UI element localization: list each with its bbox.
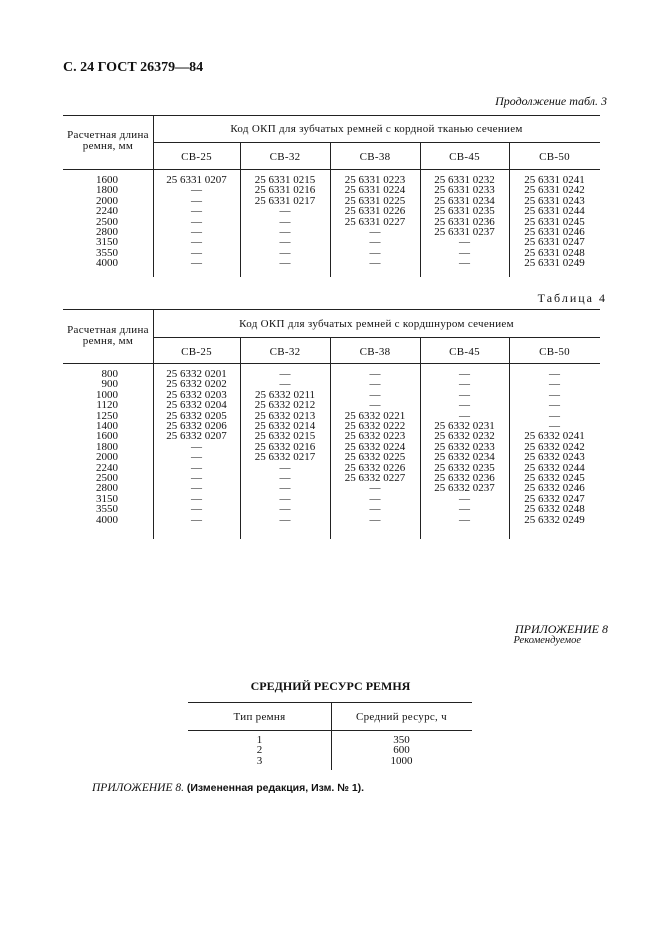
table3-length-cell: 4000	[96, 257, 118, 270]
table3-col-header: СВ-45	[449, 151, 480, 163]
table4-code-cell: 25 6332 0245	[524, 472, 585, 484]
table4-length-cell: 800	[101, 368, 118, 380]
table4-code-cell: —	[279, 472, 291, 484]
table4-code-cell: —	[279, 513, 291, 526]
table3-code-cell: 25 6331 0215	[254, 174, 316, 186]
table3-length-cell: 3550	[96, 246, 118, 259]
table4-code-cell: —	[549, 420, 560, 432]
table3-col-header: СВ-50	[539, 151, 570, 163]
resource-value-cell: 600	[393, 744, 410, 757]
table4-length-cell: 900	[101, 378, 118, 391]
table4-code-cell: —	[459, 378, 470, 391]
table3-col-header: СВ-25	[181, 151, 212, 163]
table4-col-header: СВ-45	[449, 346, 480, 358]
table4-length-cell: 1000	[96, 388, 118, 401]
resource-col2-header: Средний ресурс, ч	[356, 711, 447, 723]
table4-code-cell: —	[191, 503, 202, 516]
table3-code-cell: 25 6331 0241	[524, 174, 585, 186]
table4-code-cell: —	[191, 461, 202, 474]
table4-code-cell: 25 6332 0248	[524, 503, 585, 516]
table4-length-cell: 1800	[96, 440, 118, 453]
table3-code-cell: 25 6331 0243	[524, 194, 585, 207]
table4-col-header: СВ-32	[269, 346, 301, 358]
table3-col0-header: Расчетная длина ремня, мм	[67, 129, 149, 152]
table4-length-cell: 2500	[96, 472, 118, 484]
table3-code-cell: 25 6331 0223	[344, 174, 406, 186]
table4-length-cell: 1400	[96, 420, 118, 432]
table4-code-cell: —	[369, 503, 381, 516]
table4-code-cell: —	[369, 513, 381, 526]
table4-code-cell: —	[549, 388, 560, 401]
table4-code-cell: 25 6332 0203	[166, 388, 227, 401]
table4-code-cell: —	[549, 399, 560, 412]
table4-code-cell: 25 6332 0226	[344, 461, 406, 474]
table4-code-cell: —	[459, 492, 470, 505]
table4-col-header: СВ-25	[181, 346, 212, 358]
appendix-sub: Рекомендуемое	[513, 635, 581, 646]
table3-code-cell: 25 6331 0226	[344, 205, 406, 218]
table3-code-cell: —	[191, 205, 202, 218]
table4-code-cell: —	[191, 472, 202, 484]
table4-length-cell: 1120	[96, 399, 118, 412]
table4-code-cell: 25 6332 0225	[344, 451, 406, 464]
resource-type-cell: 3	[256, 754, 263, 767]
resource-value-cell: 1000	[390, 754, 413, 767]
table3-code-cell: —	[369, 257, 381, 270]
table4-code-cell: 25 6332 0211	[254, 388, 316, 401]
table4-code-cell: 25 6332 0201	[166, 368, 227, 380]
table3-code-cell: 25 6331 0225	[344, 194, 406, 207]
table3-length-cell: 2800	[96, 226, 118, 238]
table3-code-cell: 25 6331 0207	[166, 174, 227, 186]
table4-code-cell: —	[459, 399, 470, 412]
table3-code-cell: 25 6331 0224	[344, 184, 406, 197]
table3-group-header: Код ОКП для зубчатых ремней с кордной тканью сечением	[230, 123, 523, 135]
table4-code-cell: —	[459, 388, 470, 401]
table4-code-cell: —	[459, 409, 470, 422]
table3-code-cell: 25 6331 0246	[524, 226, 585, 238]
appendix-title: СРЕДНИЙ РЕСУРС РЕМНЯ	[250, 679, 411, 693]
table-4-caption: Таблица 4	[537, 291, 607, 305]
table3-code-cell: —	[369, 226, 381, 238]
table4-code-cell: —	[191, 440, 202, 453]
table3-code-cell: —	[191, 226, 202, 238]
table4-code-cell: —	[369, 482, 381, 495]
table3-length-cell: 1800	[96, 184, 118, 197]
table4-code-cell: 25 6332 0233	[434, 440, 495, 453]
table4-code-cell: —	[369, 378, 381, 391]
table4-code-cell: 25 6332 0206	[166, 420, 227, 432]
table3-code-cell: —	[279, 226, 291, 238]
table4-code-cell: —	[549, 368, 560, 380]
table4-code-cell: 25 6332 0215	[254, 430, 316, 443]
table3-length-cell: 2500	[96, 215, 118, 228]
table3-code-cell: —	[191, 236, 202, 249]
resource-col1-header: Тип ремня	[233, 711, 286, 723]
table3-code-cell: —	[191, 184, 202, 197]
table3-code-cell: —	[191, 257, 202, 270]
table3-code-cell: 25 6331 0232	[434, 174, 495, 186]
table3-code-cell: —	[279, 215, 291, 228]
table4-code-cell: 25 6332 0232	[434, 430, 495, 443]
table3-length-cell: 2000	[96, 194, 118, 207]
table4-code-cell: —	[369, 368, 381, 380]
table3-code-cell: 25 6331 0248	[524, 246, 585, 259]
table4-code-cell: —	[459, 503, 470, 516]
table3-code-cell: 25 6331 0227	[344, 215, 406, 228]
table4-length-cell: 3550	[96, 503, 118, 516]
table4-code-cell: 25 6332 0242	[524, 440, 585, 453]
table4-col-header: СВ-38	[359, 346, 391, 358]
table3-code-cell: 25 6331 0234	[434, 194, 495, 207]
resource-type-cell: 1	[256, 734, 263, 746]
table4-code-cell: —	[549, 378, 560, 391]
table4-code-cell: —	[369, 492, 381, 505]
table4-code-cell: —	[191, 492, 202, 505]
table4-code-cell: 25 6332 0207	[166, 430, 227, 443]
table4-code-cell: 25 6332 0202	[166, 378, 227, 391]
table4-code-cell: —	[191, 482, 202, 495]
table3-code-cell: —	[369, 236, 381, 249]
resource-value-cell: 350	[393, 734, 410, 746]
table3-code-cell: 25 6331 0247	[524, 236, 585, 249]
table4-code-cell: 25 6332 0236	[434, 472, 495, 484]
table4-code-cell: 25 6332 0231	[434, 420, 495, 432]
table4-code-cell: 25 6332 0241	[524, 430, 585, 443]
table3-code-cell: 25 6331 0236	[434, 215, 495, 228]
table3-code-cell: —	[459, 246, 470, 259]
table4-code-cell: —	[369, 399, 381, 412]
table3-code-cell: —	[279, 236, 291, 249]
table3-length-cell: 3150	[96, 236, 118, 249]
table3-code-cell: 25 6331 0216	[254, 184, 316, 197]
table4-code-cell: —	[191, 513, 202, 526]
table4-code-cell: 25 6332 0244	[524, 461, 585, 474]
table4-length-cell: 2800	[96, 482, 118, 495]
table4-code-cell: —	[279, 461, 291, 474]
table3-code-cell: 25 6331 0244	[524, 205, 585, 218]
table4-code-cell: 25 6332 0204	[166, 399, 227, 412]
table4-code-cell: —	[369, 388, 381, 401]
table4-code-cell: 25 6332 0221	[344, 409, 406, 422]
table4-code-cell: —	[549, 409, 560, 422]
table3-code-cell: —	[369, 246, 381, 259]
table4-length-cell: 2240	[96, 461, 118, 474]
table4-code-cell: 25 6332 0223	[344, 430, 406, 443]
table4-col-header: СВ-50	[539, 346, 570, 358]
table3-code-cell: 25 6331 0245	[524, 215, 585, 228]
table4-code-cell: 25 6332 0217	[254, 451, 316, 464]
table3-code-cell: 25 6331 0249	[524, 257, 585, 270]
table4-code-cell: 25 6332 0224	[344, 440, 406, 453]
table4-length-cell: 1250	[96, 409, 118, 422]
table4-code-cell: —	[459, 513, 470, 526]
table4-code-cell: 25 6332 0216	[254, 440, 316, 453]
table4-code-cell: 25 6332 0247	[524, 492, 585, 505]
table3-code-cell: 25 6331 0242	[524, 184, 585, 197]
table4-length-cell: 4000	[96, 513, 118, 526]
table3-code-cell: —	[191, 215, 202, 228]
table4-group-header: Код ОКП для зубчатых ремней с кордшнуром сечением	[239, 318, 514, 330]
appendix-label: ПРИЛОЖЕНИЕ 8	[515, 622, 608, 636]
table4-code-cell: —	[279, 368, 291, 380]
table3-code-cell: —	[279, 257, 291, 270]
table4-code-cell: 25 6332 0235	[434, 461, 495, 474]
table4-code-cell: 25 6332 0243	[524, 451, 585, 464]
table4-code-cell: 25 6332 0212	[254, 399, 316, 412]
table3-length-cell: 2240	[96, 205, 118, 218]
table4-code-cell: 25 6332 0227	[344, 472, 406, 484]
table4-col0-header: Расчетная длина ремня, мм	[67, 324, 149, 347]
table3-code-cell: —	[191, 246, 202, 259]
page-header: С. 24 ГОСТ 26379—84	[63, 60, 204, 75]
table4-code-cell: —	[279, 503, 291, 516]
table3-code-cell: —	[279, 246, 291, 259]
table4-length-cell: 2000	[96, 451, 118, 464]
footnote	[92, 782, 364, 794]
table4-code-cell: 25 6332 0205	[166, 409, 227, 422]
resource-type-cell: 2	[256, 744, 263, 757]
table4-code-cell: —	[459, 368, 470, 380]
table4-code-cell: 25 6332 0249	[524, 513, 585, 526]
footnote-text: (Измененная редакция, Изм. № 1).	[186, 782, 365, 794]
footnote-ref: ПРИЛОЖЕНИЕ 8.	[92, 782, 184, 794]
table4-code-cell: —	[191, 451, 202, 464]
table-continuation-caption: Продолжение табл. 3	[495, 94, 607, 108]
table3-code-cell: 25 6331 0233	[434, 184, 495, 197]
table3-code-cell: —	[459, 257, 470, 270]
table4-code-cell: 25 6332 0246	[524, 482, 585, 495]
table4-code-cell: 25 6332 0213	[254, 409, 316, 422]
table4-code-cell: —	[279, 482, 291, 495]
table4-code-cell: —	[279, 378, 291, 391]
table4-code-cell: —	[279, 492, 291, 505]
table3-code-cell: —	[279, 205, 291, 218]
table3-code-cell: 25 6331 0217	[254, 194, 316, 207]
table4-code-cell: 25 6332 0222	[344, 420, 406, 432]
table4-code-cell: 25 6332 0234	[434, 451, 495, 464]
table3-code-cell: —	[191, 194, 202, 207]
table4-code-cell: 25 6332 0237	[434, 482, 495, 495]
table3-code-cell: 25 6331 0235	[434, 205, 495, 218]
table3-length-cell: 1600	[96, 174, 118, 186]
table4-length-cell: 3150	[96, 492, 118, 505]
table3-code-cell: —	[459, 236, 470, 249]
table3-col-header: СВ-38	[359, 151, 391, 163]
table3-code-cell: 25 6331 0237	[434, 226, 495, 238]
table4-length-cell: 1600	[96, 430, 118, 443]
table3-col-header: СВ-32	[269, 151, 301, 163]
table4-code-cell: 25 6332 0214	[254, 420, 316, 432]
